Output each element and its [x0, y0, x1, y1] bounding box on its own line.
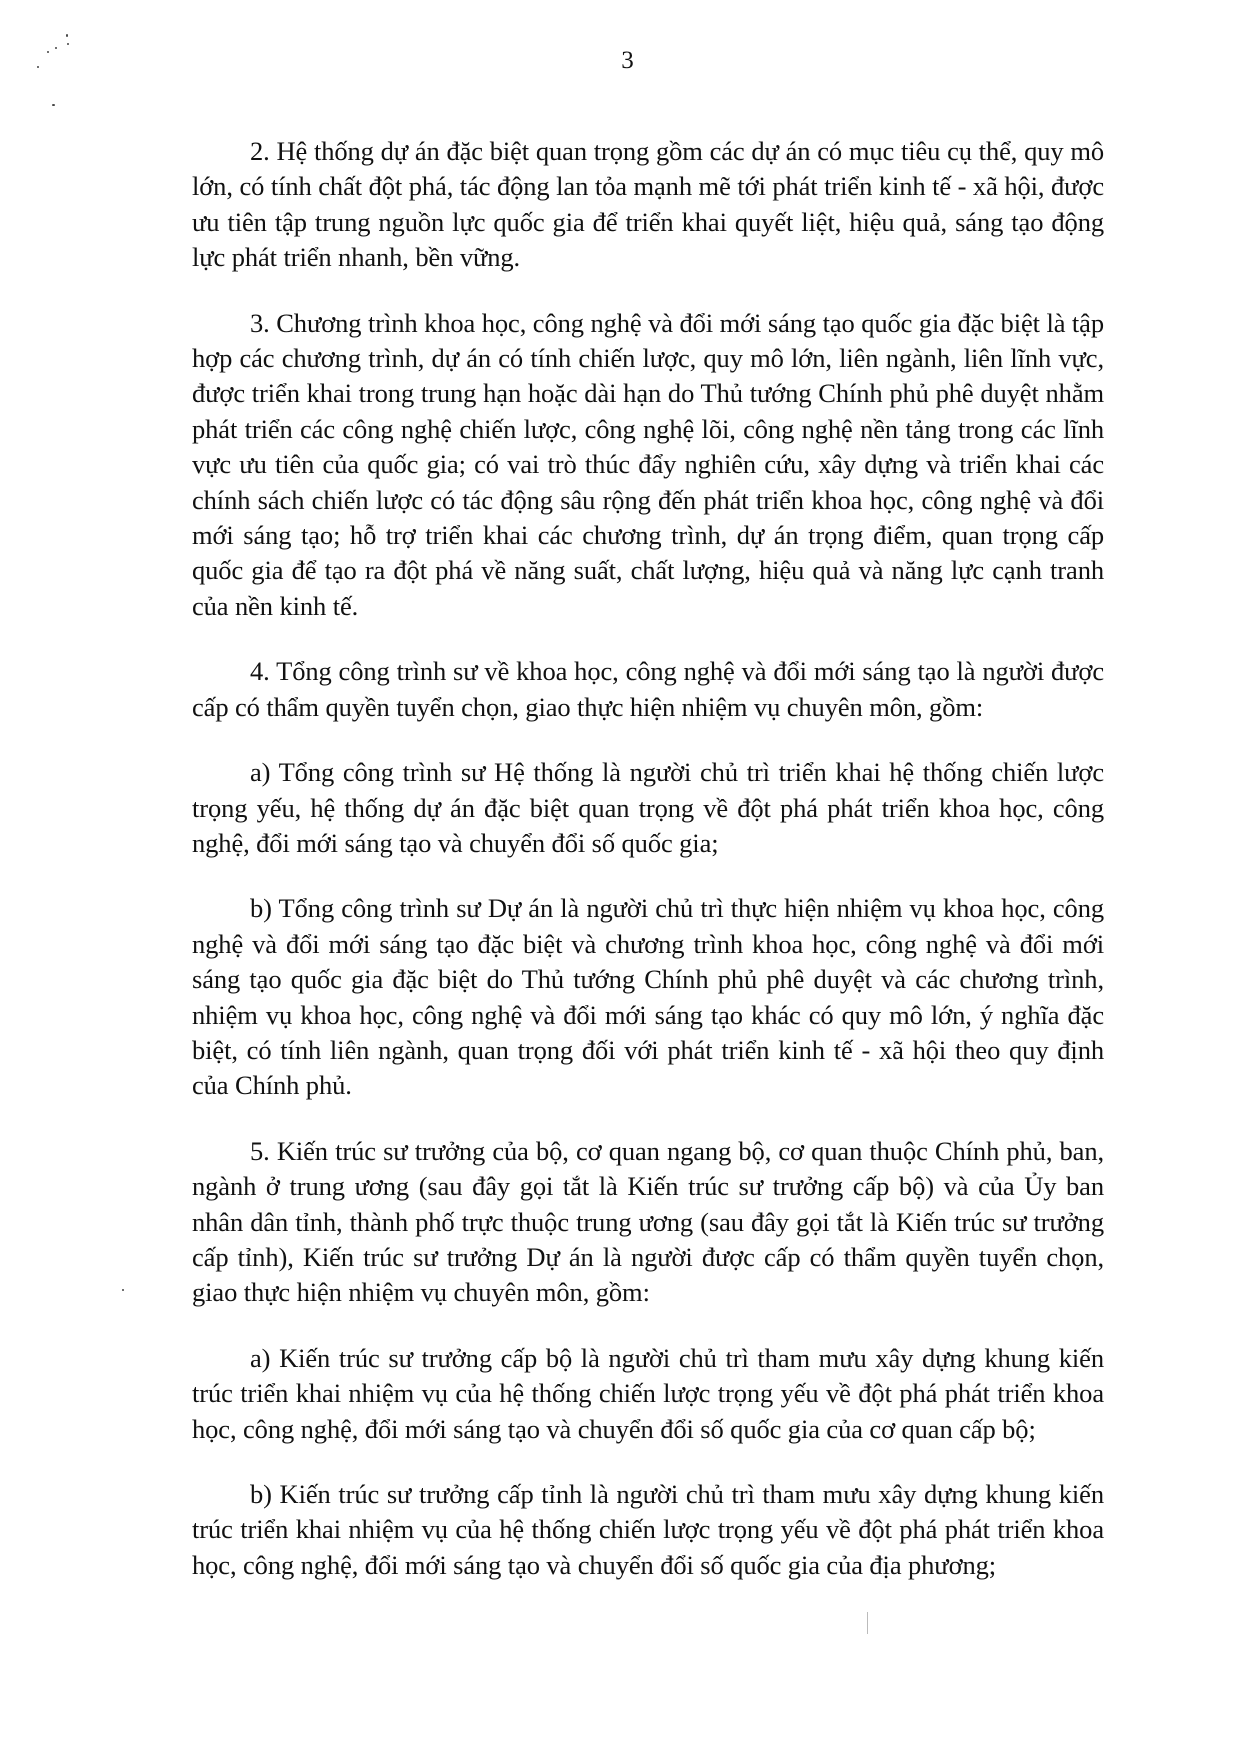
paragraph-5: 5. Kiến trúc sư trưởng của bộ, cơ quan ngang bộ, cơ quan thuộc Chính phủ, ban, ngành ở trung ương (sau đây gọi tắt là Kiến trúc sư trưởng cấp bộ) và của Ủy ban nhân dân tỉnh, thành phố trực thuộc trung ương (sau đây gọi tắt là Kiến trúc sư trưởng cấp tỉnh), Kiến trúc sư trưởng Dự án là người được cấp có thẩm quyền tuyển chọn, giao thực hiện nhiệm vụ chuyên môn, gồm:	[192, 1135, 1104, 1308]
paragraph-4: 4. Tổng công trình sư về khoa học, công nghệ và đổi mới sáng tạo là người được cấp có thẩm quyền tuyển chọn, giao thực hiện nhiệm vụ chuyên môn, gồm:	[192, 656, 1104, 722]
paragraph-5b: b) Kiến trúc sư trưởng cấp tỉnh là người chủ trì tham mưu xây dựng khung kiến trúc triển khai nhiệm vụ của hệ thống chiến lược trọng yếu về đột phá phát triển khoa học, công nghệ, đổi mới sáng tạo và chuyển đổi số quốc gia của địa phương;	[192, 1479, 1104, 1580]
scan-mark	[52, 104, 55, 106]
document-body	[192, 134, 1104, 1613]
paragraph-4a: a) Tổng công trình sư Hệ thống là người chủ trì triển khai hệ thống chiến lược trọng yếu, hệ thống dự án đặc biệt quan trọng về đột phá phát triển khoa học, công nghệ, đổi mới sáng tạo và chuyển đổi số quốc gia;	[192, 757, 1104, 858]
scan-mark	[867, 1612, 868, 1634]
scan-mark	[122, 1289, 124, 1291]
paragraph-5a: a) Kiến trúc sư trưởng cấp bộ là người chủ trì tham mưu xây dựng khung kiến trúc triển khai nhiệm vụ của hệ thống chiến lược trọng yếu về đột phá phát triển khoa học, công nghệ, đổi mới sáng tạo và chuyển đổi số quốc gia của cơ quan cấp bộ;	[192, 1342, 1104, 1444]
paragraph-4b: b) Tổng công trình sư Dự án là người chủ trì thực hiện nhiệm vụ khoa học, công nghệ và đổi mới sáng tạo đặc biệt và chương trình khoa học, công nghệ và đổi mới sáng tạo quốc gia đặc biệt do Thủ tướng Chính phủ phê duyệt và các chương trình, nhiệm vụ khoa học, công nghệ và đổi mới sáng tạo khác có quy mô lớn, ý nghĩa đặc biệt, có tính liên ngành, quan trọng đối với phát triển kinh tế - xã hội theo quy định của Chính phủ.	[192, 893, 1104, 1101]
scan-mark	[66, 34, 68, 37]
scan-mark	[67, 43, 69, 45]
paragraph-2: 2. Hệ thống dự án đặc biệt quan trọng gồm các dự án có mục tiêu cụ thể, quy mô lớn, có tính chất đột phá, tác động lan tỏa mạnh mẽ tới phát triển kinh tế - xã hội, được ưu tiên tập trung nguồn lực quốc gia để triển khai quyết liệt, hiệu quả, sáng tạo động lực phát triển nhanh, bền vững.	[192, 136, 1104, 273]
paragraph-3: 3. Chương trình khoa học, công nghệ và đổi mới sáng tạo quốc gia đặc biệt là tập hợp các chương trình, dự án có tính chiến lược, quy mô lớn, liên ngành, liên lĩnh vực, được triển khai trong trung hạn hoặc dài hạn do Thủ tướng Chính phủ phê duyệt nhằm phát triển các công nghệ chiến lược, công nghệ lõi, công nghệ nền tảng trong các lĩnh vực ưu tiên của quốc gia; có vai trò thúc đẩy nghiên cứu, xây dựng và triển khai các chính sách chiến lược có tác động sâu rộng đến phát triển khoa học, công nghệ và đổi mới sáng tạo; hỗ trợ triển khai các chương trình, dự án trọng điểm, quan trọng cấp quốc gia để tạo ra đột phá về năng suất, chất lượng, hiệu quả và năng lực cạnh tranh của nền kinh tế.	[192, 307, 1104, 621]
page-number: 3	[621, 47, 634, 74]
